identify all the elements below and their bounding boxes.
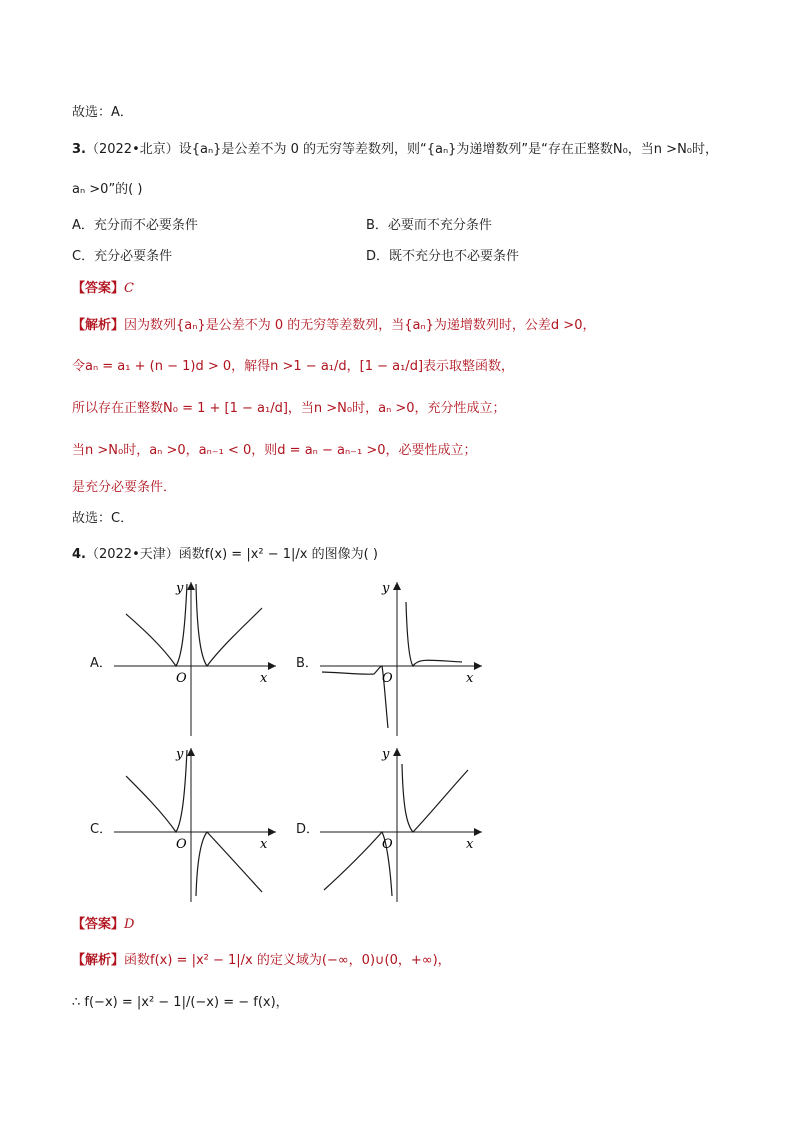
q3-analysis-line1: [72, 316, 595, 336]
q3-analysis-tag: 【解析】: [72, 318, 125, 333]
q3-analysis-line4: 当n >N₀时，aₙ >0，aₙ₋₁ < 0，则d = aₙ − aₙ₋₁ >0，必要性成立；: [72, 443, 477, 458]
graph-a: [112, 578, 280, 738]
graph-d-origin: O: [382, 837, 393, 852]
q3-option-a: A．充分而不必要条件: [72, 218, 198, 233]
q4-stem: [72, 545, 378, 565]
q3-answer: [72, 279, 134, 299]
q3-stem-line2: aₙ >0”的( ): [72, 182, 143, 197]
graph-d-y-label: y: [382, 747, 390, 762]
q4-stem-text: 函数f(x) = |x² − 1|/x 的图像为( ): [178, 547, 378, 562]
q3-number: 3.: [72, 142, 86, 157]
graph-c-origin: O: [176, 837, 187, 852]
graph-a-y-label: y: [176, 581, 184, 596]
graph-b: [318, 578, 486, 738]
graph-b-x-label: x: [466, 671, 474, 686]
q4-answer-tag: 【答案】: [72, 917, 125, 932]
q4-number: 4.: [72, 547, 86, 562]
q4-answer: [72, 915, 134, 935]
q3-source: （2022•北京）: [85, 142, 179, 157]
q4-analysis-line1: [72, 951, 451, 971]
q3-analysis-text1: 因为数列{aₙ}是公差不为 0 的无穷等差数列，当{aₙ}为递增数列时，公差d >0，: [124, 318, 596, 333]
graph-label-c: C．: [90, 822, 113, 837]
previous-answer: 故选：A．: [72, 105, 133, 120]
q3-answer-value: C: [124, 281, 134, 296]
graph-c-x-label: x: [260, 837, 268, 852]
graph-label-a: A．: [90, 656, 112, 671]
q4-analysis-line2: ∴ f(−x) = |x² − 1|/(−x) = − f(x)，: [72, 995, 289, 1010]
graph-d-x-label: x: [466, 837, 474, 852]
q4-analysis-text1: 函数f(x) = |x² − 1|/x 的定义域为(−∞，0)∪(0，+∞)，: [124, 953, 451, 968]
q3-final-choice: 故选：C．: [72, 511, 134, 526]
q3-stem-text1: 设{aₙ}是公差不为 0 的无穷等差数列，则“{aₙ}为递增数列”是“存在正整数N₀，当n >N₀时，: [178, 142, 719, 157]
q3-answer-tag: 【答案】: [72, 281, 125, 296]
q3-analysis-line2: 令aₙ = a₁ + (n − 1)d > 0，解得n >1 − a₁/d，[1 − a₁/d]表示取整函数，: [72, 359, 515, 374]
graph-a-origin: O: [176, 671, 187, 686]
q4-source: （2022•天津）: [85, 547, 179, 562]
q3-analysis-line3: 所以存在正整数N₀ = 1 + [1 − a₁/d]，当n >N₀时，aₙ >0，充分性成立；: [72, 401, 506, 416]
q3-option-d: D．既不充分也不必要条件: [366, 249, 520, 264]
graph-label-d: D．: [296, 822, 320, 837]
graph-d: [318, 744, 486, 904]
graph-c: [112, 744, 280, 904]
q3-option-b: B．必要而不充分条件: [366, 218, 492, 233]
graph-a-x-label: x: [260, 671, 268, 686]
graph-label-b: B．: [296, 656, 318, 671]
graph-b-y-label: y: [382, 581, 390, 596]
q3-stem-line1: [72, 140, 718, 160]
graph-c-y-label: y: [176, 747, 184, 762]
q3-analysis-line5: 是充分必要条件．: [72, 480, 177, 495]
graph-b-origin: O: [382, 671, 393, 686]
q4-answer-value: D: [124, 917, 135, 932]
q3-option-c: C．充分必要条件: [72, 249, 173, 264]
q4-analysis-tag: 【解析】: [72, 953, 125, 968]
